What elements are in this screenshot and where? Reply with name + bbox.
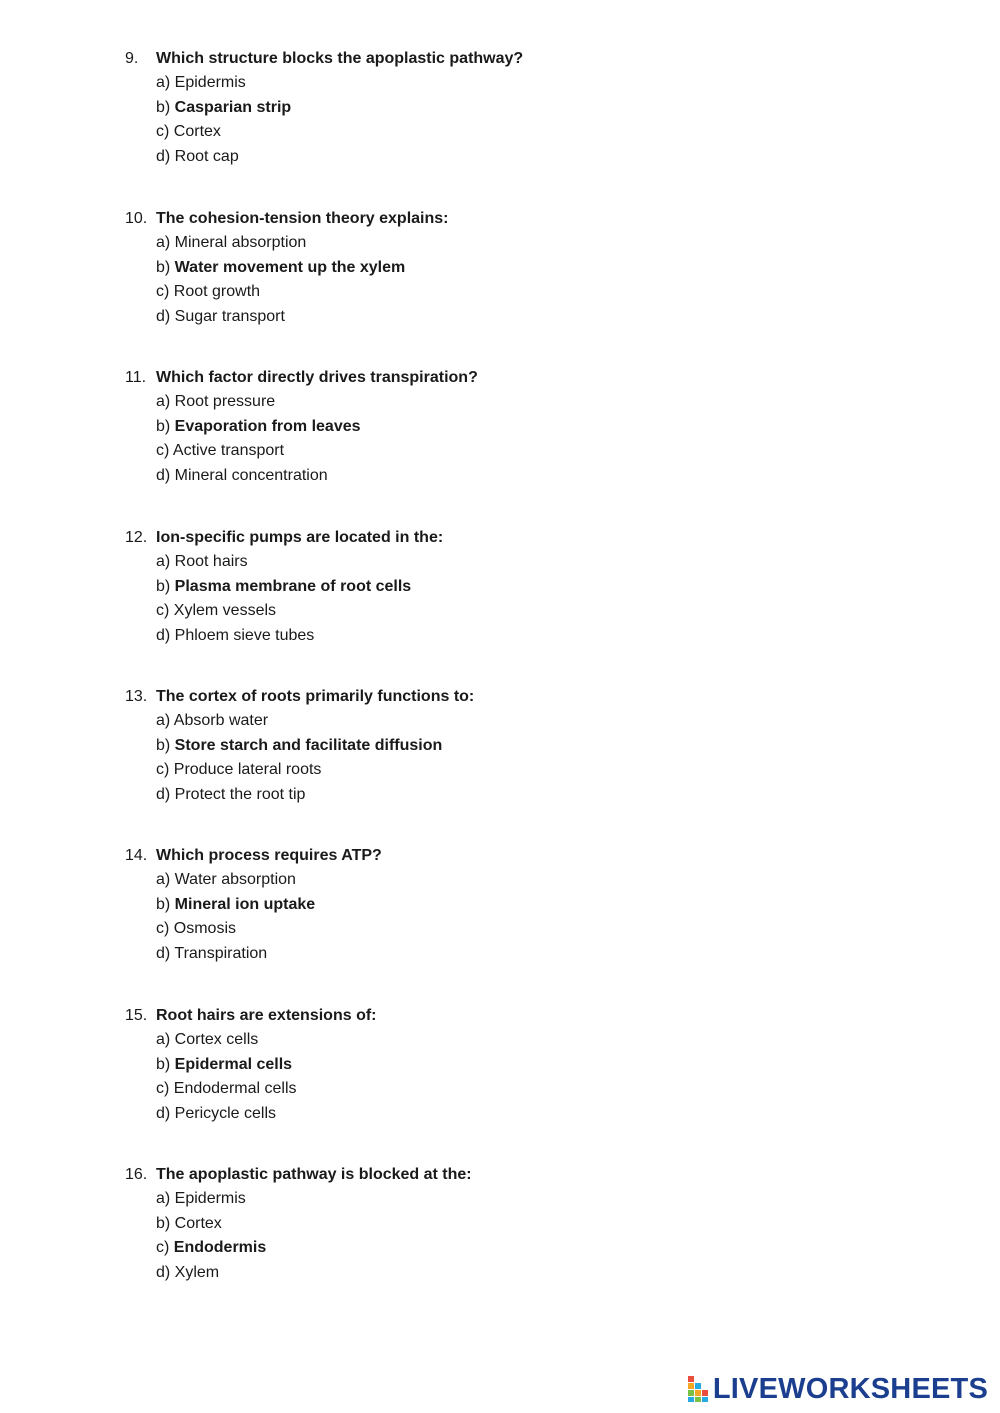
question-number: 13. [125,688,148,705]
option-prefix: c) [156,283,174,300]
option-prefix: d) [156,944,175,962]
option-prefix: b) [156,417,175,435]
option-d[interactable] [125,464,825,489]
option-b[interactable] [125,1212,825,1237]
option-prefix: d) [156,1263,175,1281]
option-text: Mineral ion uptake [174,895,316,913]
option-a[interactable] [125,1028,825,1053]
option-text: Water movement up the xylem [174,258,406,276]
option-text: Produce lateral roots [173,761,322,778]
option-text: Root pressure [174,393,276,410]
option-c[interactable] [125,758,825,783]
option-prefix: c) [156,123,174,140]
option-text: Store starch and facilitate diffusion [174,736,443,754]
option-text: Root cap [174,147,239,165]
option-c[interactable] [125,917,825,942]
question-header [125,207,825,231]
option-text: Endodermis [173,1239,267,1256]
option-prefix: d) [156,147,175,165]
option-prefix: b) [156,98,175,116]
question-10 [125,207,825,329]
option-prefix: a) [156,553,175,570]
question-12 [125,526,825,648]
question-number: 11. [125,369,147,386]
option-text: Epidermis [174,74,246,91]
option-prefix: a) [156,1190,175,1207]
option-a[interactable] [125,390,825,415]
question-text: Which structure blocks the apoplastic pathway? [156,50,524,67]
question-16 [125,1163,825,1285]
option-c[interactable] [125,1077,825,1102]
option-text: Mineral absorption [174,234,307,251]
question-11 [125,366,825,488]
option-b-correct[interactable] [125,1053,825,1078]
option-prefix: c) [156,602,174,619]
question-text: The apoplastic pathway is blocked at the: [156,1166,472,1183]
question-header [125,1163,825,1187]
option-text: Cortex [174,1214,222,1232]
option-prefix: c) [156,442,173,459]
option-text: Osmosis [173,920,237,937]
question-13 [125,685,825,807]
option-text: Evaporation from leaves [174,417,361,435]
option-prefix: a) [156,1031,175,1048]
option-a[interactable] [125,71,825,96]
option-a[interactable] [125,709,825,734]
option-prefix: d) [156,626,175,644]
option-b-correct[interactable] [125,415,825,440]
option-text: Xylem vessels [173,602,277,619]
option-prefix: a) [156,712,174,729]
question-header [125,47,825,71]
option-d[interactable] [125,783,825,808]
option-prefix: b) [156,1055,175,1073]
option-b-correct[interactable] [125,734,825,759]
option-text: Cortex [173,123,221,140]
question-header [125,366,825,390]
question-number: 9. [125,50,139,67]
option-text: Plasma membrane of root cells [174,577,412,595]
option-prefix: b) [156,1214,175,1232]
option-text: Absorb water [173,712,269,729]
option-prefix: d) [156,466,175,484]
option-text: Transpiration [174,944,268,962]
option-c[interactable] [125,280,825,305]
question-text: The cortex of roots primarily functions to: [156,688,475,705]
option-c-correct[interactable] [125,1236,825,1261]
question-number: 12. [125,529,148,546]
option-text: Phloem sieve tubes [174,626,315,644]
option-d[interactable] [125,1102,825,1127]
option-text: Root hairs [174,553,248,570]
option-prefix: b) [156,258,175,276]
option-text: Epidermis [174,1190,246,1207]
option-d[interactable] [125,1261,825,1286]
option-prefix: b) [156,895,175,913]
question-text: Which factor directly drives transpiration? [156,369,478,386]
option-text: Root growth [173,283,261,300]
option-text: Water absorption [174,871,296,888]
option-d[interactable] [125,624,825,649]
option-text: Sugar transport [174,307,285,325]
question-14 [125,844,825,966]
question-text: Which process requires ATP? [156,847,382,864]
question-9 [125,47,825,169]
option-prefix: a) [156,871,175,888]
option-prefix: b) [156,577,175,595]
option-a[interactable] [125,550,825,575]
option-prefix: c) [156,1080,174,1097]
option-prefix: a) [156,74,175,91]
question-15 [125,1004,825,1126]
liveworksheets-logo-icon [688,1376,710,1402]
option-prefix: b) [156,736,175,754]
question-text: The cohesion-tension theory explains: [156,210,449,227]
option-b-correct[interactable] [125,96,825,121]
option-text: Pericycle cells [174,1104,277,1122]
option-prefix: c) [156,1239,174,1256]
option-c[interactable] [125,439,825,464]
option-a[interactable] [125,1187,825,1212]
option-text: Mineral concentration [174,466,328,484]
option-b-correct[interactable] [125,256,825,281]
question-number: 10. [125,210,148,227]
option-text: Xylem [174,1263,220,1281]
liveworksheets-brand[interactable] [688,1372,988,1406]
question-header [125,526,825,550]
option-c[interactable] [125,599,825,624]
option-text: Endodermal cells [173,1080,297,1097]
option-prefix: a) [156,393,175,410]
option-prefix: d) [156,1104,175,1122]
option-prefix: c) [156,761,174,778]
question-number: 15. [125,1007,148,1024]
option-a[interactable] [125,231,825,256]
option-b-correct[interactable] [125,893,825,918]
option-prefix: c) [156,920,174,937]
question-header [125,685,825,709]
option-prefix: d) [156,785,175,803]
question-number: 14. [125,847,148,864]
option-prefix: a) [156,234,175,251]
question-text: Root hairs are extensions of: [156,1007,377,1024]
question-header [125,844,825,868]
option-d[interactable] [125,305,825,330]
brand-text: LIVEWORKSHEETS [712,1373,988,1405]
option-a[interactable] [125,868,825,893]
option-prefix: d) [156,307,175,325]
question-text: Ion-specific pumps are located in the: [156,529,444,546]
option-c[interactable] [125,120,825,145]
option-d[interactable] [125,145,825,170]
option-text: Active transport [172,442,285,459]
option-b-correct[interactable] [125,575,825,600]
question-number: 16. [125,1166,148,1183]
option-text: Cortex cells [174,1031,259,1048]
option-text: Casparian strip [174,98,292,116]
question-header [125,1004,825,1028]
option-d[interactable] [125,942,825,967]
option-text: Protect the root tip [174,785,306,803]
option-text: Epidermal cells [174,1055,293,1073]
